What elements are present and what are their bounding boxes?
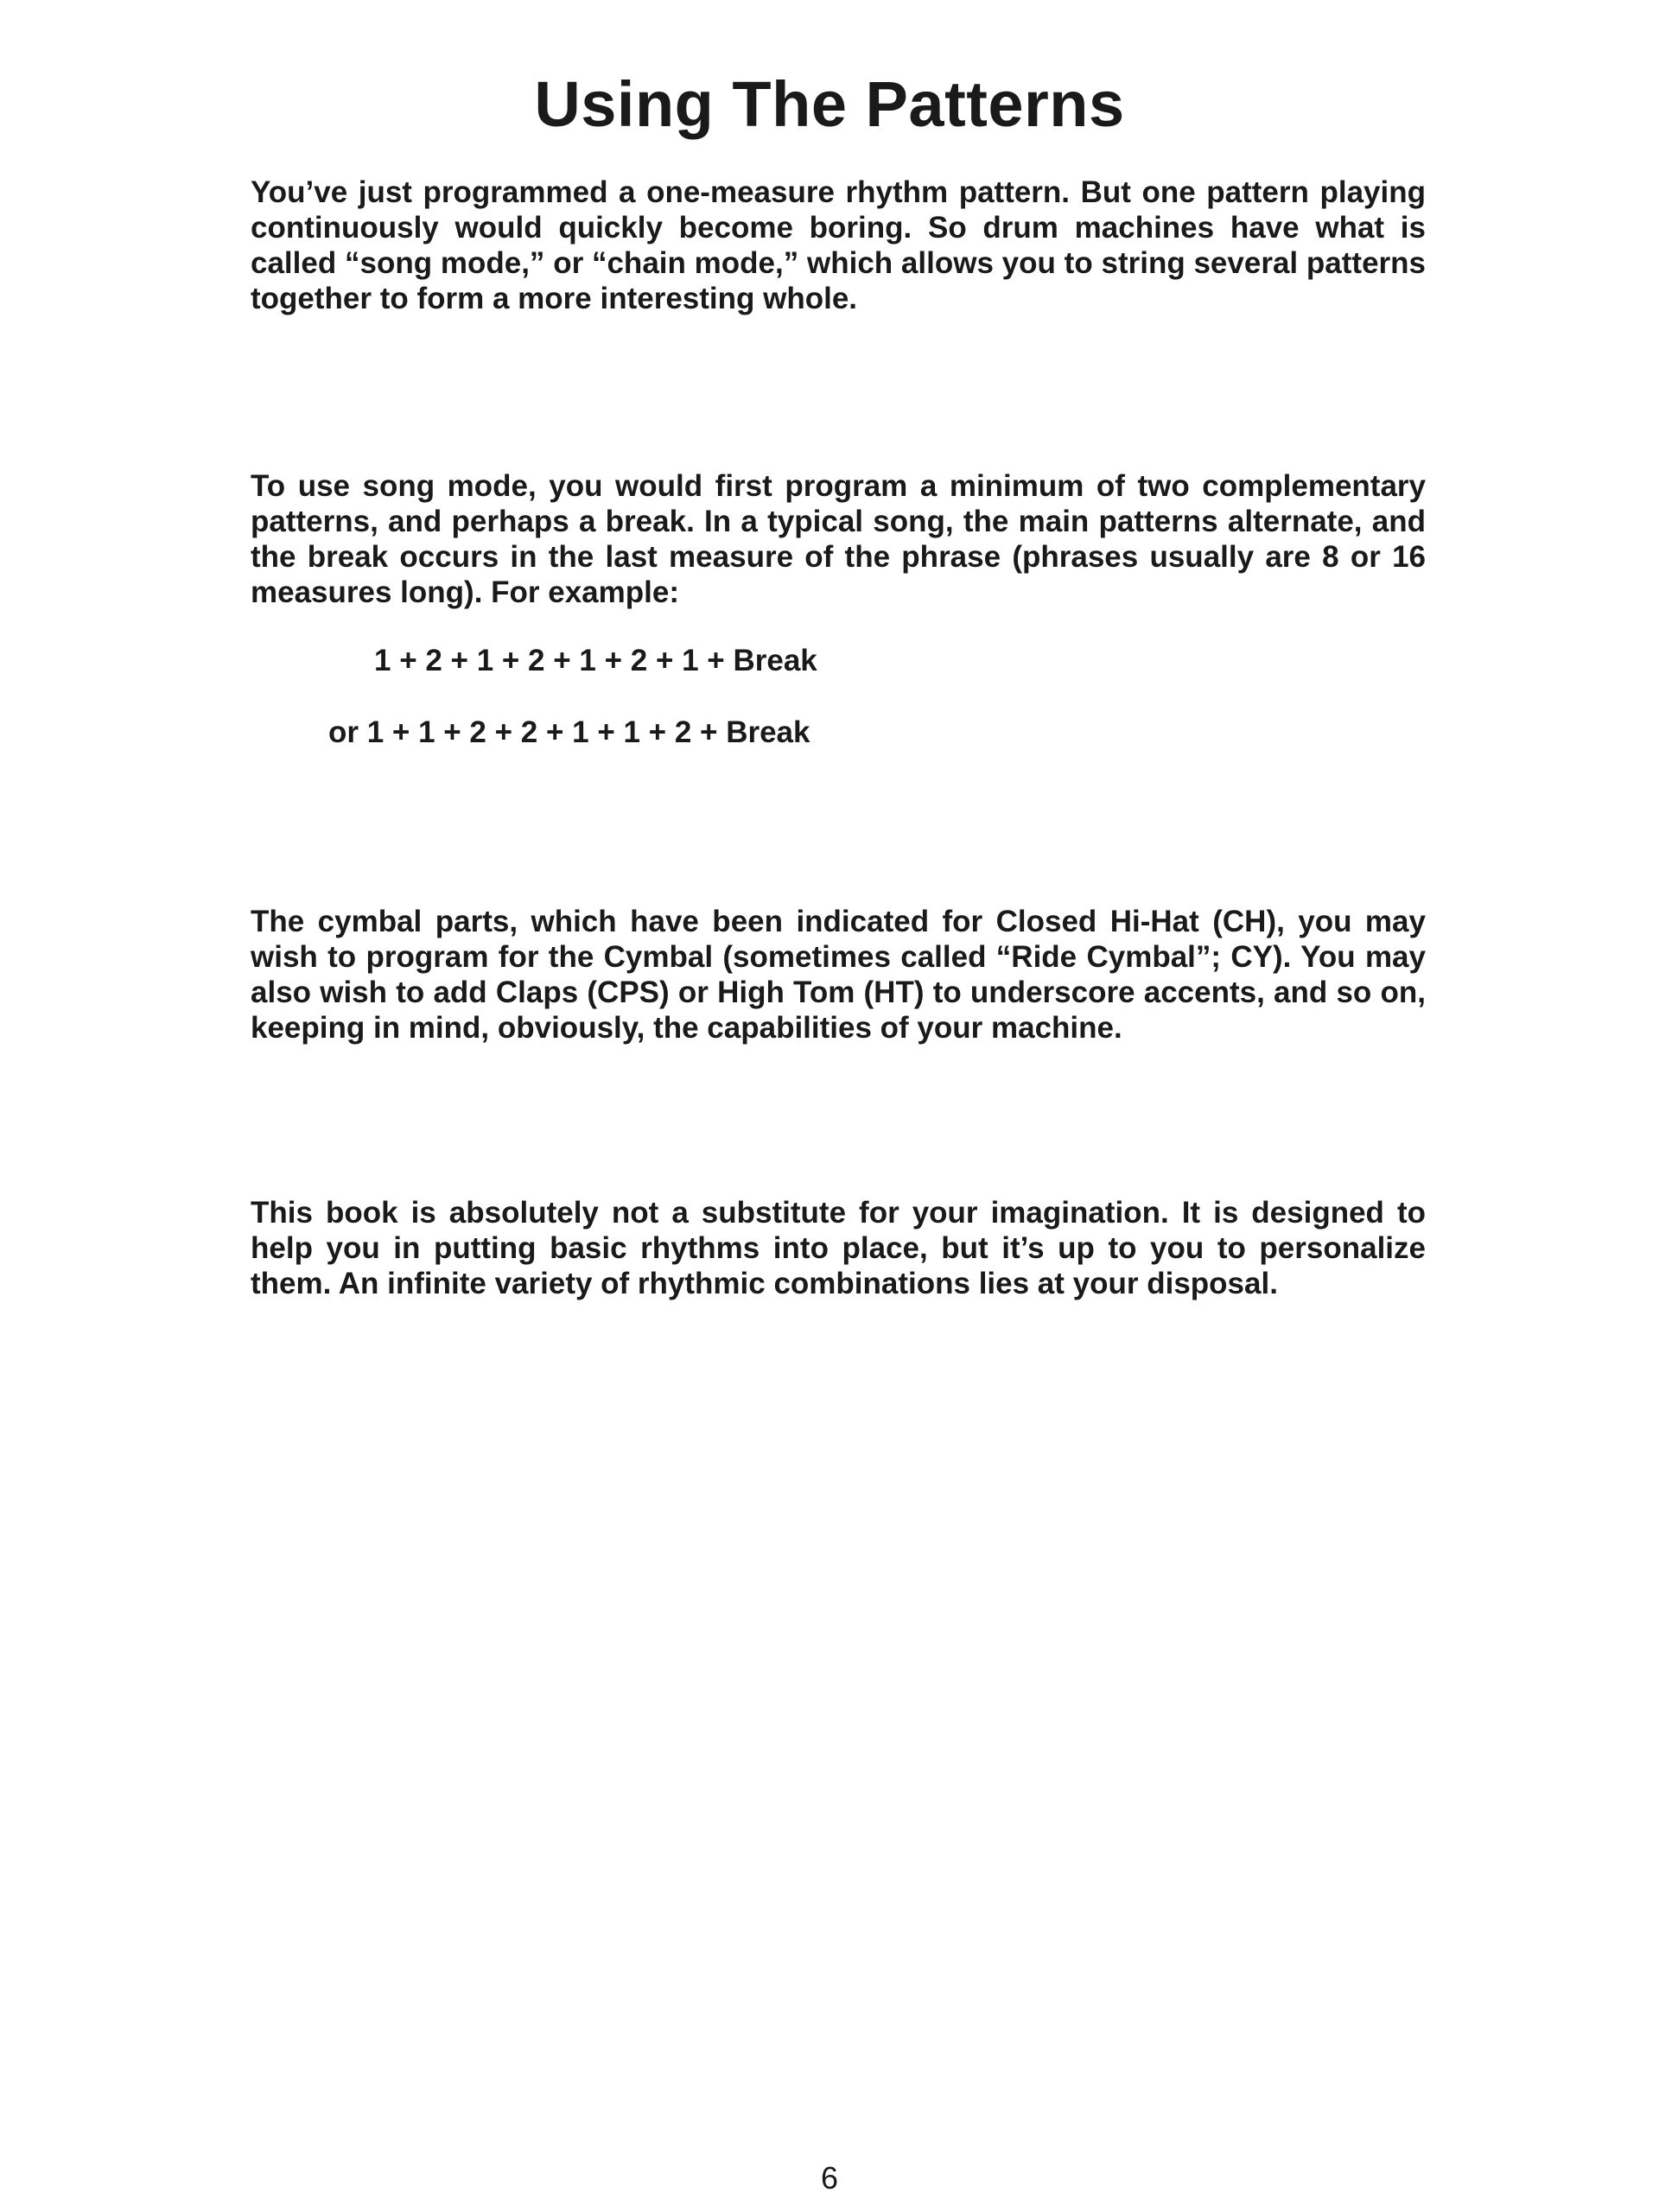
page-number: 6 [820, 2160, 839, 2196]
paragraph-song-mode-usage: To use song mode, you would first program a minimum of two complementary patterns, and perhaps a break. In a typical song, the main patterns alternate, and the break occurs in the last measure of the phrase (phrases usually are 8 or 16 measures long). For example: [251, 469, 1426, 609]
page-title: Using The Patterns [534, 68, 1125, 140]
paragraph-song-mode-intro: You’ve just programmed a one-measure rhythm pattern. But one pattern playing continuously would quickly become boring. So drum machines have what is called “song mode,” or “chain mode,” which allows you to string several patterns together to form a more interesting whole. [251, 175, 1426, 315]
paragraph-cymbal-parts: The cymbal parts, which have been indicated for Closed Hi-Hat (CH), you may wish to program for the Cymbal (sometimes called “Ride Cymbal”; CY). You may also wish to add Claps (CPS) or High Tom (HT) to underscore accents, and so on, keeping in mind, obviously, the capabilities of your machine. [251, 905, 1426, 1045]
paragraph-imagination: This book is absolutely not a substitute for your imagination. It is designed to help you in putting basic rhythms into place, but it’s up to you to personalize them. An infinite variety of rhythmic combinations lies at your disposal. [251, 1196, 1426, 1300]
pattern-sequence-example-1: 1 + 2 + 1 + 2 + 1 + 2 + 1 + Break [374, 644, 817, 677]
pattern-sequence-example-2: or 1 + 1 + 2 + 2 + 1 + 1 + 2 + Break [328, 715, 810, 749]
